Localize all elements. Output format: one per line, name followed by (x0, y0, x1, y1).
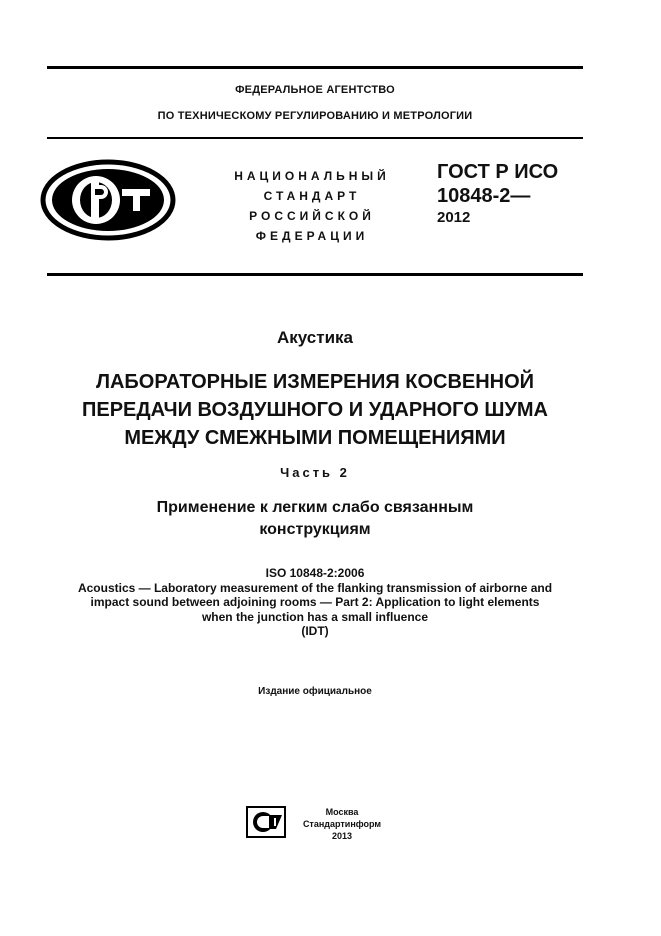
main-title (30, 368, 600, 452)
iso-block (20, 566, 610, 639)
iso-english-line: Acoustics — Laboratory measurement of the flanking transmission of airborne and (77, 580, 553, 595)
standard-year: 2012 (437, 209, 471, 226)
part-title-line: Применение к легким слабо связанным (156, 499, 474, 516)
main-title-line: МЕЖДУ СМЕЖНЫМИ ПОМЕЩЕНИЯМИ (124, 427, 506, 449)
publisher-name: Стандартинформ (302, 819, 382, 829)
publisher-year: 2013 (331, 831, 353, 841)
iso-number: ISO 10848-2:2006 (265, 566, 365, 580)
iso-english-line: impact sound between adjoining rooms — Part 2: Application to light elements (90, 595, 540, 609)
national-standard-text (212, 166, 412, 246)
standard-code (437, 160, 587, 228)
national-line: РОССИЙСКОЙ (249, 209, 375, 223)
national-line: ФЕДЕРАЦИИ (255, 229, 369, 243)
code-line-2: 10848-2— (437, 185, 531, 207)
publisher-city: Москва (325, 807, 359, 817)
agency-line-2: ПО ТЕХНИЧЕСКОМУ РЕГУЛИРОВАНИЮ И МЕТРОЛОГИИ (157, 110, 473, 122)
header-rule (47, 137, 583, 139)
rst-certification-mark-icon (38, 157, 178, 243)
national-line: НАЦИОНАЛЬНЫЙ (234, 169, 390, 183)
code-line-1: ГОСТ Р ИСО (437, 161, 559, 183)
main-title-line: ЛАБОРАТОРНЫЕ ИЗМЕРЕНИЯ КОСВЕННОЙ (95, 371, 535, 393)
national-line: СТАНДАРТ (263, 189, 361, 203)
edition-label: Издание официальное (258, 686, 372, 697)
main-title-line: ПЕРЕДАЧИ ВОЗДУШНОГО И УДАРНОГО ШУМА (81, 399, 548, 421)
part-title-line: конструкциям (259, 521, 371, 538)
part-label: Часть 2 (280, 465, 350, 480)
top-rule (47, 66, 583, 69)
subject-title: Акустика (276, 328, 353, 347)
iso-english-line: when the junction has a small influence (201, 609, 429, 624)
publisher-info (300, 806, 384, 842)
standartinform-logo-icon (246, 806, 286, 838)
part-title (47, 497, 583, 541)
title-rule (47, 273, 583, 276)
iso-english-line: (IDT) (301, 624, 329, 638)
agency-line-1: ФЕДЕРАЛЬНОЕ АГЕНТСТВО (235, 84, 395, 96)
